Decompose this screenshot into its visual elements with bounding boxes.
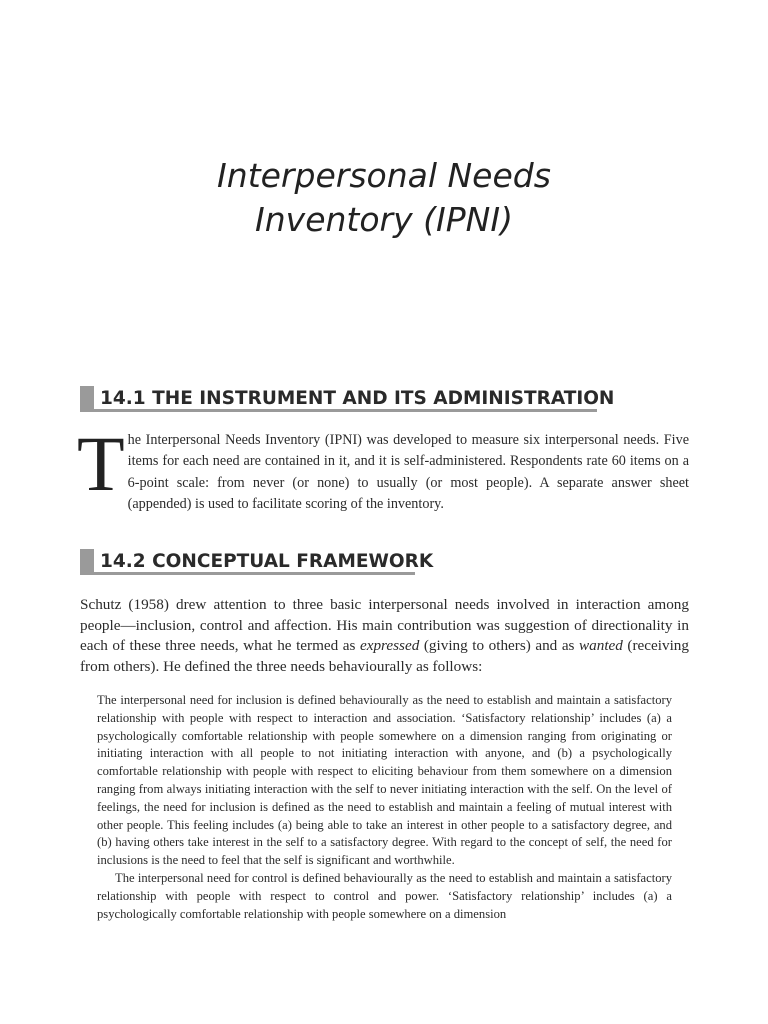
intro-paragraph xyxy=(77,420,689,515)
block-quote xyxy=(97,692,672,923)
framework-text-part1: Schutz (1958) drew attention to three basic interpersonal needs involved in interaction among people—inclusion, control and affection. His main contribution was suggestion of directionality in each of these three needs, what he termed as xyxy=(80,596,689,655)
drop-cap-letter: T xyxy=(77,420,125,507)
section-heading-framework xyxy=(80,549,434,575)
framework-text-part2: (giving to others) and as xyxy=(419,637,580,655)
chapter-title xyxy=(0,154,768,242)
framework-emphasis-expressed: expressed xyxy=(359,637,420,655)
quote-paragraph-inclusion: The interpersonal need for inclusion is defined behaviourally as the need to establish and maintain a satisfactory relationship with people with respect to interaction and association. ‘Satisfactory relationship’ includes (a) a psychologically comfortable relationship with people somewhere on a dimension ranging from originating or initiating interaction with all people to not initiating interaction with anyone, and (b) a psychologically comfortable relationship with people with respect to eliciting behaviour from them somewhere on a dimension ranging from always initiating interaction with the self to never initiating interaction with the self. On the level of feelings, the need for inclusion is defined as the need to establish and maintain a feeling of mutual interest with other people. This feeling includes (a) being able to take an interest in other people to a satisfactory degree, and (b) having others take interest in the self to a satisfactory degree. With regard to the concept of self, the need for inclusions is the need to feel that the self is significant and worthwhile. xyxy=(97,693,672,868)
framework-paragraph xyxy=(80,595,689,678)
chapter-title-line1: Interpersonal Needs xyxy=(217,156,551,195)
intro-paragraph-text: he Interpersonal Needs Inventory (IPNI) was developed to measure six interpersonal needs. Five items for each need are contained in it, and it is self-administered. Respondents rate 60 items on a 6-point scale: from never (or none) to usually (or most people). A separate answer sheet (appended) is used to facilitate scoring of the inventory. xyxy=(127,432,689,512)
section-heading-label: 14.2 CONCEPTUAL FRAMEWORK xyxy=(94,549,415,575)
framework-emphasis-wanted: wanted xyxy=(579,637,623,655)
section-heading-instrument xyxy=(80,386,615,412)
section-heading-bar xyxy=(80,549,94,575)
chapter-title-line2: Inventory (IPNI) xyxy=(255,200,513,239)
section-heading-label: 14.1 THE INSTRUMENT AND ITS ADMINISTRATION xyxy=(94,386,597,412)
quote-paragraph-control: The interpersonal need for control is defined behaviourally as the need to establish and maintain a satisfactory relationship with people with respect to control and power. ‘Satisfactory relationship’ includes (a) a psychologically comfortable relationship with people somewhere on a dimension xyxy=(97,870,672,921)
section-heading-bar xyxy=(80,386,94,412)
framework-text-part3: (receiving from others). He defined the three needs behaviourally as follows: xyxy=(80,637,689,676)
